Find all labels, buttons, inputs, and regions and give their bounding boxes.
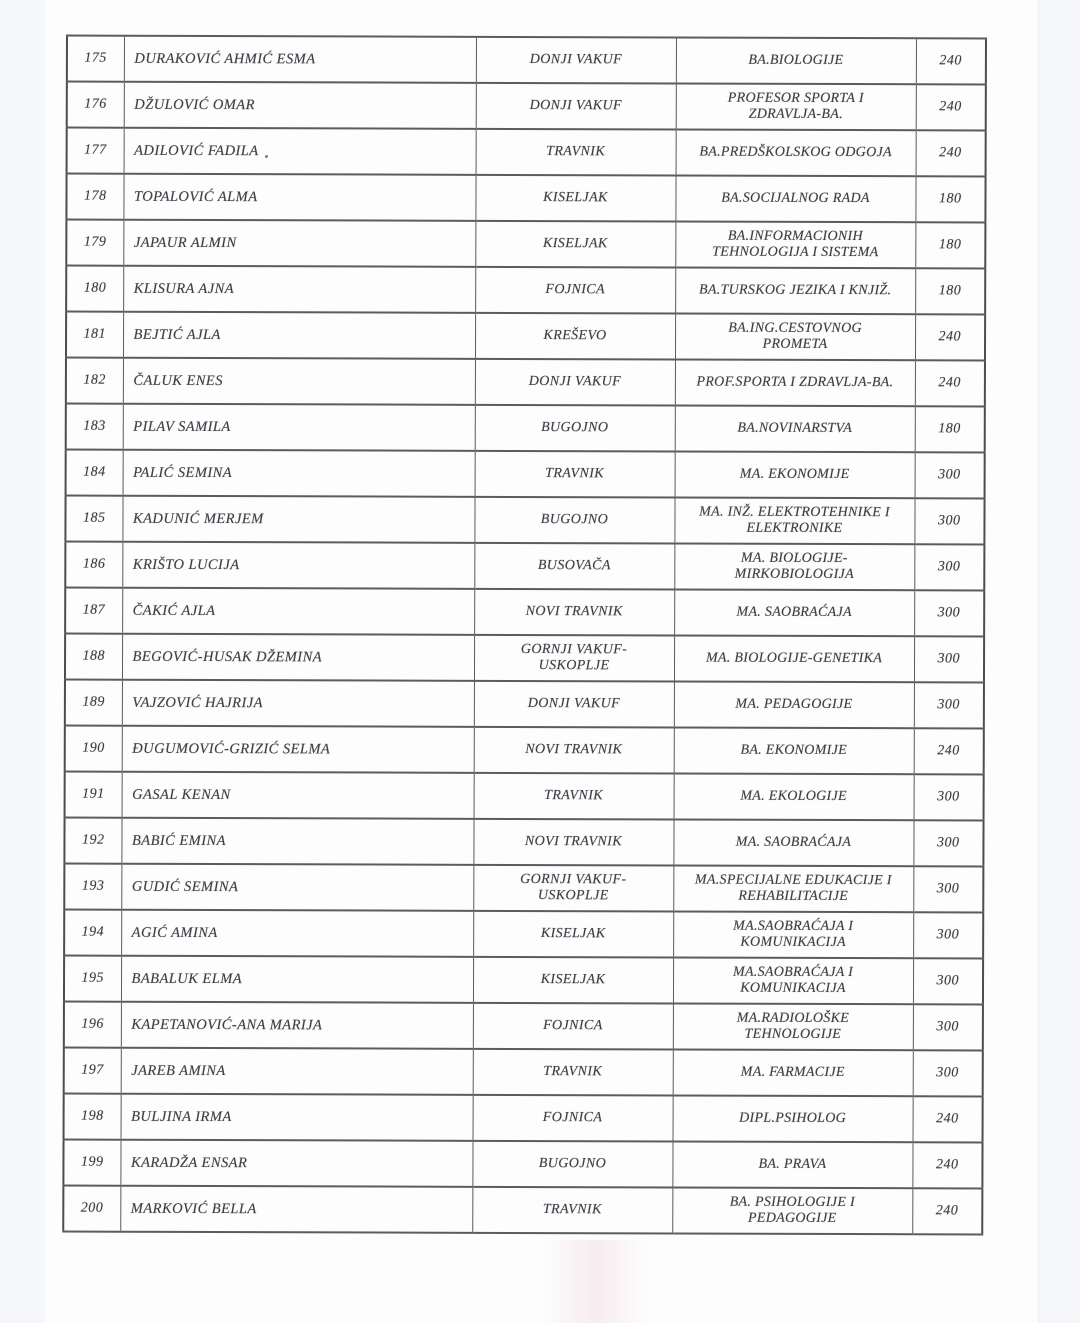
cell-program: BA.TURSKOG JEZIKA I KNJIŽ. [675,267,915,314]
cell-program: DIPL.PSIHOLOG [673,1095,913,1142]
cell-ects: 240 [916,38,986,84]
cell-name: JAREB AMINA [121,1048,473,1095]
cell-row-number: 177 [67,128,124,174]
cell-place: GORNJI VAKUF- USKOPLJE [474,635,674,682]
cell-ects: 240 [916,84,986,130]
table-row [65,634,984,683]
cell-ects: 300 [914,682,984,728]
cell-place: KISELJAK [475,221,675,268]
table-row [67,36,986,85]
cell-place: GORNJI VAKUF- USKOPLJE [473,865,673,912]
cell-row-number: 185 [65,496,122,542]
cell-row-number: 193 [64,864,121,910]
table-row [65,772,984,821]
cell-ects: 180 [915,406,985,452]
cell-program: BA.SOCIJALNOG RADA [675,175,915,222]
cell-ects: 180 [915,222,985,268]
cell-program: MA. BIOLOGIJE-GENETIKA [674,635,914,682]
table-container [62,35,987,1236]
cell-row-number: 190 [65,726,122,772]
cell-ects: 300 [913,866,983,912]
cell-ects: 240 [915,360,985,406]
cell-place: NOVI TRAVNIK [473,819,673,866]
table-row [66,450,985,499]
table-row [63,1186,982,1235]
cell-row-number: 198 [64,1094,121,1140]
cell-ects: 300 [914,590,984,636]
cell-name: DŽULOVIĆ OMAR [124,82,476,129]
cell-row-number: 181 [66,312,123,358]
cell-ects: 240 [912,1188,982,1234]
cell-name: JAPAUR ALMIN [123,220,475,267]
table-row [64,910,983,959]
cell-place: NOVI TRAVNIK [474,589,674,636]
cell-row-number: 180 [66,266,123,312]
cell-program: BA.ING.CESTOVNOG PROMETA [675,313,915,360]
cell-ects: 240 [915,314,985,360]
scanned-page [45,0,1039,1323]
cell-name: AGIĆ AMINA [121,910,473,957]
cell-program: MA.SAOBRAĆAJA I KOMUNIKACIJA [673,911,913,958]
table-row [65,726,984,775]
cell-name: TOPALOVIĆ ALMA [123,174,475,221]
cell-row-number: 189 [65,680,122,726]
table-row [66,220,985,269]
table-row [67,82,986,131]
cell-place: DONJI VAKUF [474,681,674,728]
cell-name: KRIŠTO LUCIJA [122,542,474,589]
cell-place: BUGOJNO [475,405,675,452]
cell-place: BUSOVAČA [474,543,674,590]
cell-name: ČALUK ENES [123,358,475,405]
table-row [66,312,985,361]
cell-place: KISELJAK [473,911,673,958]
cell-place: BUGOJNO [472,1141,672,1188]
cell-name: MARKOVIĆ BELLA [120,1186,472,1233]
table-row [66,174,985,223]
table-row [65,680,984,729]
cell-row-number: 186 [65,542,122,588]
cell-place: KISELJAK [473,957,673,1004]
cell-row-number: 196 [64,1002,121,1048]
cell-program: MA. INŽ. ELEKTROTEHNIKE I ELEKTRONIKE [674,497,914,544]
cell-ects: 300 [914,544,984,590]
table-row [64,1048,983,1097]
cell-place: FOJNICA [475,267,675,314]
cell-program: PROF.SPORTA I ZDRAVLJA-BA. [675,359,915,406]
table-row [63,1140,982,1189]
table-row [65,496,984,545]
cell-name: KLISURA AJNA [123,266,475,313]
cell-row-number: 175 [67,36,124,82]
cell-program: MA.SAOBRAĆAJA I KOMUNIKACIJA [673,957,913,1004]
cell-place: TRAVNIK [476,129,676,176]
cell-row-number: 187 [65,588,122,634]
cell-row-number: 195 [64,956,121,1002]
cell-ects: 300 [913,958,983,1004]
results-table [62,35,987,1236]
cell-program: MA. EKONOMIJE [675,451,915,498]
cell-program: BA. PSIHOLOGIJE I PEDAGOGIJE [672,1187,912,1234]
cell-row-number: 188 [65,634,122,680]
table-row [64,1002,983,1051]
cell-row-number: 182 [66,358,123,404]
cell-ects: 300 [913,1004,983,1050]
cell-row-number: 191 [65,772,122,818]
cell-place: DONJI VAKUF [475,359,675,406]
cell-program: BA.INFORMACIONIH TEHNOLOGIJA I SISTEMA [675,221,915,268]
cell-program: MA. FARMACIJE [673,1049,913,1096]
cell-ects: 180 [915,176,985,222]
cell-name: ČAKIĆ AJLA [122,588,474,635]
cell-program: MA. EKOLOGIJE [674,773,914,820]
table-row [66,266,985,315]
table-row [64,864,983,913]
cell-name: KARADŽA ENSAR [120,1140,472,1187]
cell-place: TRAVNIK [472,1187,672,1234]
cell-place: TRAVNIK [473,1049,673,1096]
cell-name: VAJZOVIĆ HAJRIJA [122,680,474,727]
table-row [64,1094,983,1143]
cell-name: BABALUK ELMA [121,956,473,1003]
cell-row-number: 197 [64,1048,121,1094]
cell-row-number: 194 [64,910,121,956]
cell-place: TRAVNIK [475,451,675,498]
cell-program: PROFESOR SPORTA I ZDRAVLJA-BA. [676,83,916,130]
cell-name: PILAV SAMILA [123,404,475,451]
cell-program: MA. BIOLOGIJE- MIRKOBIOLOGIJA [674,543,914,590]
cell-row-number: 200 [63,1186,120,1232]
cell-ects: 240 [916,130,986,176]
cell-place: TRAVNIK [474,773,674,820]
cell-place: FOJNICA [473,1003,673,1050]
cell-name: DURAKOVIĆ AHMIĆ ESMA [124,36,476,83]
cell-name: ĐUGUMOVIĆ-GRIZIĆ SELMA [122,726,474,773]
cell-name: BEJTIĆ AJLA [123,312,475,359]
table-row [64,818,983,867]
cell-program: MA.SPECIJALNE EDUKACIJE I REHABILITACIJE [673,865,913,912]
results-table-body [63,36,986,1235]
table-row [64,956,983,1005]
table-row [65,588,984,637]
cell-ects: 300 [914,498,984,544]
cell-ects: 180 [915,268,985,314]
cell-name: KAPETANOVIĆ-ANA MARIJA [121,1002,473,1049]
cell-row-number: 183 [66,404,123,450]
cell-program: MA. SAOBRAĆAJA [673,819,913,866]
cell-program: MA. PEDAGOGIJE [674,681,914,728]
cell-place: NOVI TRAVNIK [474,727,674,774]
cell-place: BUGOJNO [474,497,674,544]
cell-ects: 240 [913,1096,983,1142]
cell-place: KISELJAK [475,175,675,222]
cell-program: BA. EKONOMIJE [674,727,914,774]
cell-place: DONJI VAKUF [476,37,676,84]
cell-row-number: 192 [64,818,121,864]
cell-name: GASAL KENAN [122,772,474,819]
cell-name: BABIĆ EMINA [121,818,473,865]
cell-row-number: 199 [63,1140,120,1186]
cell-name: GUDIĆ SEMINA [121,864,473,911]
cell-place: DONJI VAKUF [476,83,676,130]
cell-ects: 300 [914,774,984,820]
cell-program: MA.RADIOLOŠKE TEHNOLOGIJE [673,1003,913,1050]
cell-ects: 240 [914,728,984,774]
cell-row-number: 178 [66,174,123,220]
cell-ects: 300 [914,636,984,682]
cell-ects: 240 [912,1142,982,1188]
cell-program: MA. SAOBRAĆAJA [674,589,914,636]
cell-program: BA.BIOLOGIJE [676,37,916,84]
table-row [66,404,985,453]
cell-ects: 300 [913,1050,983,1096]
cell-program: BA.NOVINARSTVA [675,405,915,452]
table-row [66,358,985,407]
cell-name: PALIĆ SEMINA [123,450,475,497]
cell-ects: 300 [915,452,985,498]
cell-name: BEGOVIĆ-HUSAK DŽEMINA [122,634,474,681]
cell-place: FOJNICA [473,1095,673,1142]
cell-row-number: 179 [66,220,123,266]
cell-ects: 300 [913,820,983,866]
cell-row-number: 184 [66,450,123,496]
cell-name: BULJINA IRMA [121,1094,473,1141]
cell-place: KREŠEVO [475,313,675,360]
table-row [67,128,986,177]
cell-row-number: 176 [67,82,124,128]
table-row [65,542,984,591]
cell-program: BA.PREDŠKOLSKOG ODGOJA [676,129,916,176]
cell-ects: 300 [913,912,983,958]
cell-program: BA. PRAVA [672,1141,912,1188]
cell-name: ADILOVIĆ FADILA [124,128,476,175]
cell-name: KADUNIĆ MERJEM [122,496,474,543]
